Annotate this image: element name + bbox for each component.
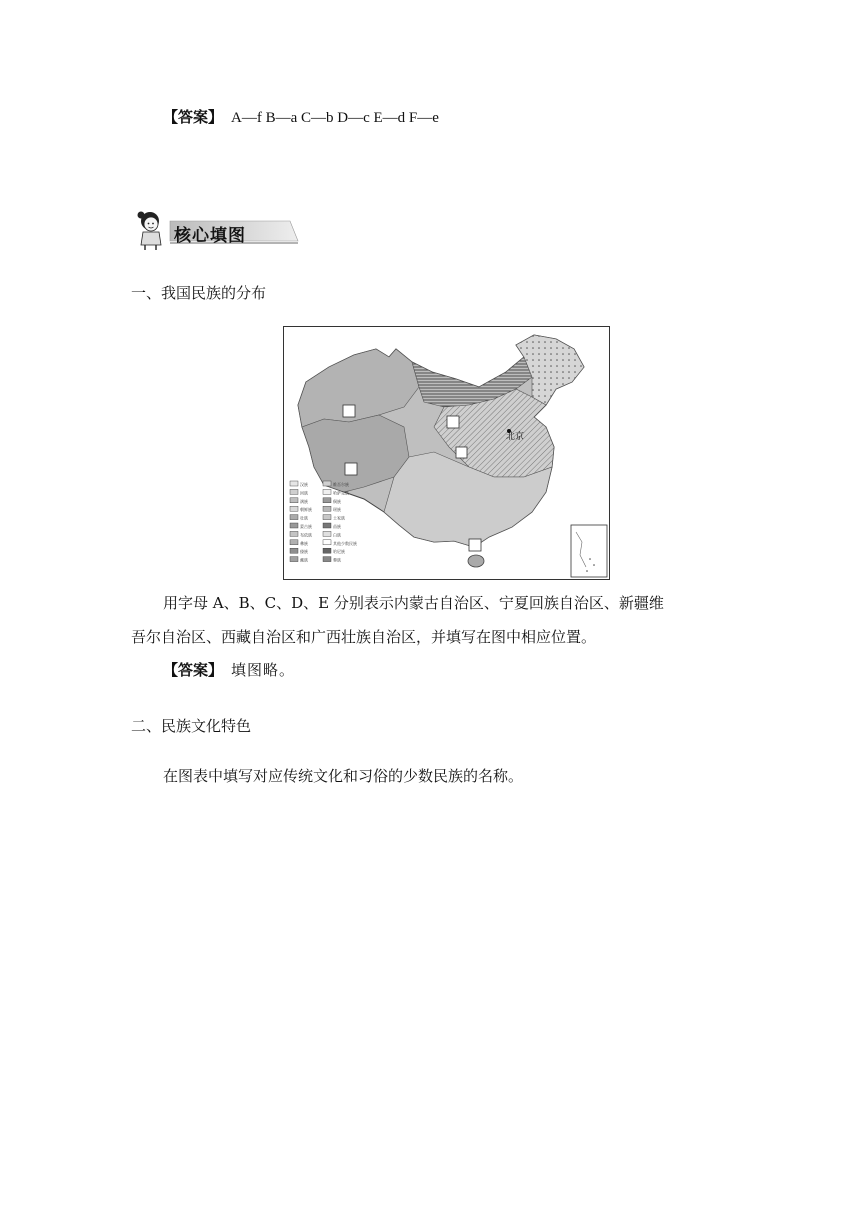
- answer-line-1: [163, 107, 439, 128]
- legend-label: 黎族: [333, 557, 341, 563]
- legend-label: 壮族: [300, 515, 308, 521]
- legend-label: 白族: [333, 532, 341, 538]
- legend-label: 瑶族: [333, 507, 341, 513]
- banner-title: 核心填图: [174, 226, 246, 246]
- answer-line-2: [163, 660, 295, 680]
- legend-label: 其他少数民族: [333, 540, 357, 546]
- legend-label: 蒙古族: [300, 524, 312, 529]
- legend-label: 哈尼族: [333, 549, 345, 555]
- answer-box: [343, 405, 355, 417]
- map-legend: [290, 481, 357, 563]
- legend-label: 侗族: [333, 498, 341, 504]
- legend-swatch: [290, 548, 298, 553]
- legend-swatch: [323, 531, 331, 536]
- legend-swatch: [290, 506, 298, 511]
- legend-swatch: [290, 523, 298, 528]
- answer-box: [456, 447, 467, 458]
- legend-label: 哈萨克族: [333, 490, 349, 496]
- section-1-instruction-line-2: 吾尔自治区、西藏自治区和广西壮族自治区，并填写在图中相应位置。: [131, 628, 597, 646]
- legend-label: 傣族: [300, 549, 308, 555]
- legend-swatch: [323, 515, 331, 520]
- legend-swatch: [323, 506, 331, 511]
- legend-swatch: [323, 489, 331, 494]
- legend-label: 朝鲜族: [300, 507, 312, 513]
- ethnic-distribution-map: [283, 326, 610, 580]
- section-2-heading: 二、民族文化特色: [131, 717, 252, 735]
- legend-label: 汉族: [300, 482, 308, 487]
- section-banner: [130, 207, 300, 253]
- section-1-instruction-line-1: 用字母 A、B、C、D、E 分别表示内蒙古自治区、宁夏回族自治区、新疆维: [163, 594, 664, 612]
- legend-swatch: [290, 557, 298, 562]
- beijing-label: 北京: [506, 432, 525, 442]
- legend-label: 满族: [300, 498, 308, 504]
- answer-label: 【答案】: [163, 108, 224, 126]
- legend-swatch: [323, 557, 331, 562]
- legend-swatch: [290, 531, 298, 536]
- legend-swatch: [290, 515, 298, 520]
- answer-box: [345, 463, 357, 475]
- legend-label: 彝族: [300, 540, 308, 546]
- legend-label: 苗族: [333, 524, 341, 529]
- legend-swatch: [290, 489, 298, 494]
- legend-swatch: [323, 523, 331, 528]
- legend-label: 回族: [300, 490, 308, 496]
- legend-label: 土家族: [333, 515, 345, 521]
- answer-text: 填图略。: [231, 661, 296, 679]
- legend-swatch: [290, 481, 298, 486]
- answer-box: [447, 416, 459, 428]
- section-2-instruction: 在图表中填写对应传统文化和习俗的少数民族的名称。: [163, 767, 524, 785]
- legend-label: 布依族: [300, 532, 312, 538]
- legend-label: 维吾尔族: [333, 482, 349, 487]
- section-1-heading: 一、我国民族的分布: [131, 284, 267, 302]
- answer-label: 【答案】: [163, 661, 224, 679]
- legend-swatch: [290, 498, 298, 503]
- legend-swatch: [323, 540, 331, 545]
- legend-swatch: [323, 498, 331, 503]
- legend-swatch: [290, 540, 298, 545]
- answer-box: [469, 539, 481, 551]
- legend-label: 藏族: [300, 557, 308, 563]
- answer-text: A—f B—a C—b D—c E—d F—e: [231, 110, 439, 126]
- girl-mascot-icon: [138, 212, 162, 251]
- legend-swatch: [323, 548, 331, 553]
- legend-swatch: [323, 481, 331, 486]
